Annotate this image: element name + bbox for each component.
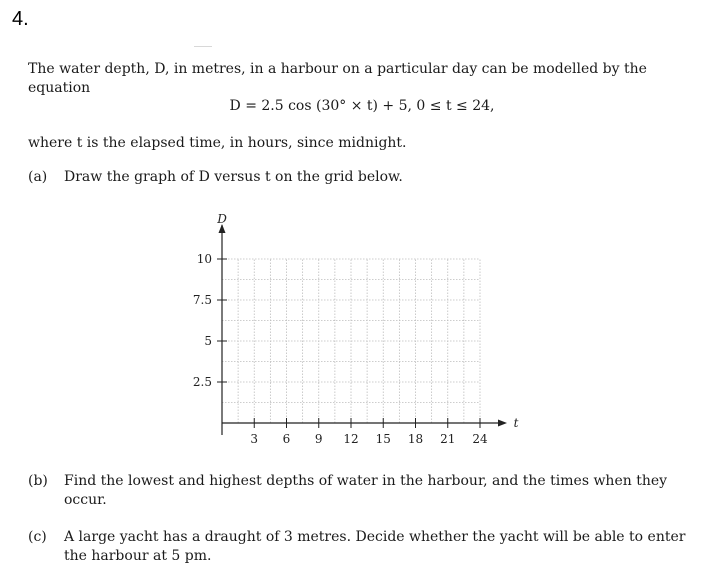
x-tick-label: 18 bbox=[407, 432, 424, 446]
equation: D = 2.5 cos (30° × t) + 5, 0 ≤ t ≤ 24, bbox=[229, 98, 495, 114]
part-c-label: (c) bbox=[28, 529, 47, 545]
x-tick-label: 15 bbox=[375, 432, 391, 446]
y-axis-label: D bbox=[217, 212, 227, 226]
intro-text: The water depth, D, in metres, in a harbour on a particular day can be modelled by the equation bbox=[28, 61, 647, 96]
x-tick-label: 6 bbox=[282, 432, 291, 446]
part-b-label: (b) bbox=[28, 473, 48, 489]
x-tick-label: 9 bbox=[314, 432, 323, 446]
y-tick-label: 7.5 bbox=[192, 293, 212, 307]
x-tick-label: 3 bbox=[250, 432, 259, 446]
part-a-label: (a) bbox=[28, 169, 48, 185]
scan-mark bbox=[194, 46, 212, 47]
question-number: 4. bbox=[12, 8, 29, 30]
x-tick-label: 12 bbox=[343, 432, 359, 446]
y-tick-label: 5 bbox=[204, 334, 212, 348]
where-text: where t is the elapsed time, in hours, since midnight. bbox=[28, 135, 407, 151]
y-tick-label: 10 bbox=[196, 252, 212, 266]
x-axis-label: t bbox=[513, 416, 519, 430]
part-b-text: Find the lowest and highest depths of water in the harbour, and the times when they occur. bbox=[64, 473, 668, 508]
graph-grid bbox=[170, 205, 530, 455]
x-tick-label: 21 bbox=[440, 432, 456, 446]
part-a-text: Draw the graph of D versus t on the grid below. bbox=[64, 169, 403, 185]
y-tick-label: 2.5 bbox=[192, 375, 212, 389]
x-axis-arrow bbox=[498, 420, 507, 427]
part-c-text: A large yacht has a draught of 3 metres. Decide whether the yacht will be able to enter the harbour at 5 pm. bbox=[64, 529, 686, 564]
x-tick-label: 24 bbox=[472, 432, 488, 446]
tick-labels bbox=[193, 252, 488, 446]
grid-lines bbox=[222, 259, 480, 423]
